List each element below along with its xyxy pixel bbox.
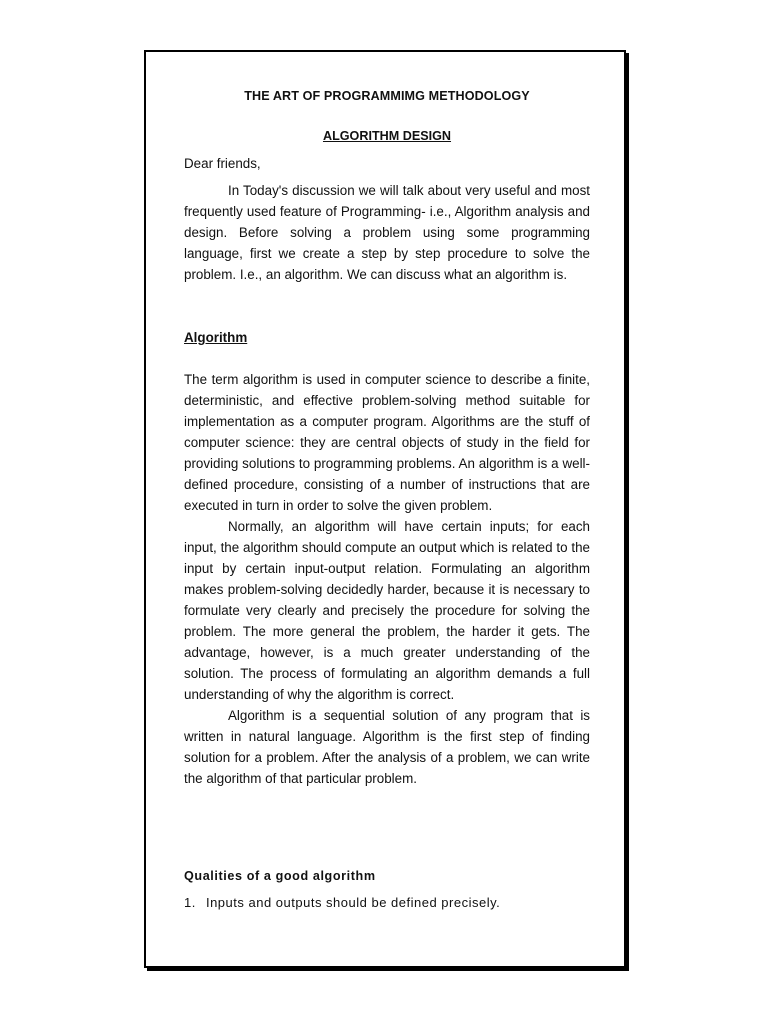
list-item-text: Inputs and outputs should be defined precisely.: [205, 895, 501, 910]
section-title: ALGORITHM DESIGN: [322, 129, 452, 143]
algorithm-heading: Algorithm: [184, 330, 248, 345]
paragraph-2: Normally, an algorithm will have certain inputs; for each input, the algorithm should compute an output which is related to the input by certain input-output relation. Formulating an algorithm makes problem-solving decidedly harder, because it is necessary to formulate very clearly and precisely the procedure for solving the problem. The more general the problem, the harder it gets. The advantage, however, is a much greater understanding of the solution. The process of formulating an algorithm demands a full understanding of why the algorithm is correct.: [184, 519, 590, 702]
list-item: [184, 892, 500, 913]
qualities-heading: Qualities of a good algorithm: [184, 869, 376, 883]
paragraph-1: The term algorithm is used in computer science to describe a finite, deterministic, and effective problem-solving method suitable for implementation as a computer program. Algorithms are the stuff of computer science: they are central objects of study in the field for providing solutions to programming problems. An algorithm is a well-defined procedure, consisting of a number of instructions that are executed in turn in order to solve the given problem.: [184, 372, 590, 513]
salutation: Dear friends,: [184, 156, 261, 171]
document-title: THE ART OF PROGRAMMIMG METHODOLOGY: [244, 89, 530, 103]
document-page: [144, 50, 626, 968]
algorithm-body: [184, 369, 590, 789]
qualities-list: [184, 892, 500, 913]
list-item-number: 1.: [184, 895, 196, 910]
paragraph-3: Algorithm is a sequential solution of any program that is written in natural language. Algorithm is the first step of finding solution for a problem. After the analysis of a problem, we can write the algorithm of that particular problem.: [184, 708, 590, 786]
intro-paragraph: In Today's discussion we will talk about very useful and most frequently used feature of Programming- i.e., Algorithm analysis and design. Before solving a problem using some programming language, first we create a step by step procedure to solve the problem. I.e., an algorithm. We can discuss what an algorithm is.: [184, 183, 590, 282]
intro-block: [184, 180, 590, 285]
